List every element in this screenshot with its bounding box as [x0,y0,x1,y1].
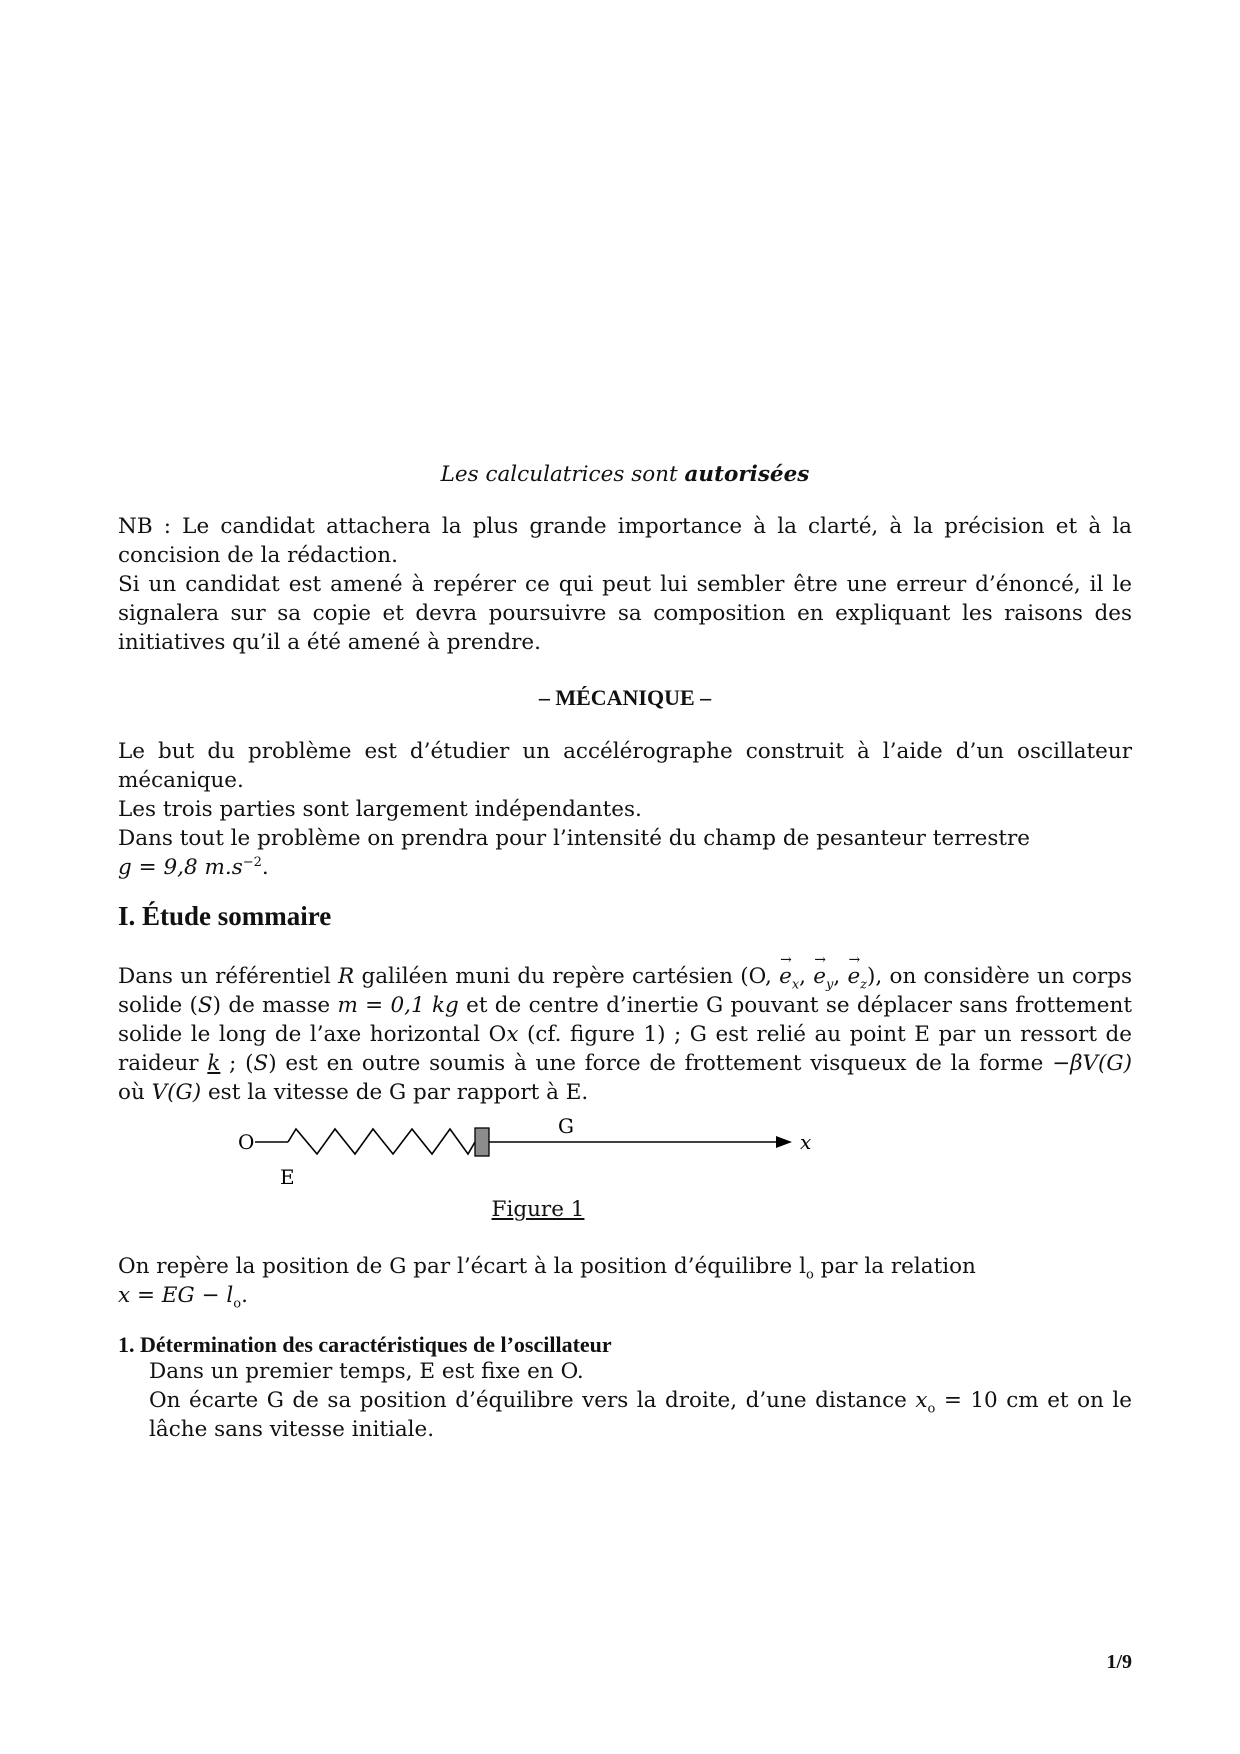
position-relation: x = EG − l [118,1283,234,1308]
intro-line-2: Les trois parties sont largement indépendantes. [118,797,642,822]
mass-value: m = 0,1 kg [337,993,459,1018]
intro-paragraph [118,737,1132,882]
figure-label-x: x [800,1130,812,1154]
axis-arrow-icon [776,1136,792,1148]
velocity-expr: V(G) [151,1080,202,1105]
figure-1-caption: Figure 1 [491,1197,585,1222]
question-1-body [118,1357,1132,1444]
calculator-notice-emphasis: autorisées [684,462,810,487]
figure-label-G: G [558,1114,574,1138]
question-1-title: 1. Détermination des caractéristiques de l’oscillateur [118,1332,612,1357]
nb-line-1: NB : Le candidat attachera la plus grande importance à la clarté, à la précision et à la concision de la rédaction. [118,514,1132,568]
intro-line-3: Dans tout le problème on prendra pour l’intensité du champ de pesanteur terrestre g = 9,8 $m.s^{-2}$. [118,826,1031,880]
g-value: g = 9,8 m.s [118,855,243,880]
figure-label-E: E [280,1165,295,1189]
nb-line-2: Si un candidat est amené à repérer ce qui peut lui sembler être une erreur d’énoncé, il le signalera sur sa copie et devra poursuivre sa composition en expliquant les raisons des initiatives qu’il a été amené à prendre. [118,572,1132,655]
part1-paragraph: Dans un référentiel R galiléen muni du repère cartésien (O, → $e_x$, → $e_y$, → $e_z$), on considère un corps solide (S) de masse m = 0,1 kg et de centre d’inertie G pouvant se déplacer sans frottement solide le long de l’axe horizontal Ox (cf. figure 1) ; G est relié au point E par un ressort de raideur k ; (S) est en outre soumis à une force de frottement visqueux de la forme −βV(G) où V(G) est la vitesse de G par rapport à E. [118,962,1132,1107]
mass-block [475,1128,489,1156]
calculator-notice: Les calculatrices sont autorisées [440,462,810,487]
part1-title: I. Étude sommaire [118,901,332,931]
friction-force: −βV(G) [1052,1051,1132,1076]
page-number: 1/9 [1106,1651,1132,1673]
figure-label-O: O [238,1130,255,1154]
spring-icon [288,1129,475,1154]
position-paragraph: On repère la position de G par l’écart à la position d’équilibre $l_o$ par la relation x = EG − $l_o$. [118,1254,976,1312]
nb-paragraph [118,512,1132,657]
section-title: – MÉCANIQUE – [538,685,712,710]
question-1-line-1: Dans un premier temps, E est fixe en O. [149,1359,584,1384]
question-1-line-2: On écarte G de sa position d’équilibre vers la droite, d’une distance $x_o = 10$ cm et on le lâche sans vitesse initiale. [149,1388,1132,1442]
intro-line-1: Le but du problème est d’étudier un accélérographe construit à l’aide d’un oscillateur mécanique. [118,739,1132,793]
